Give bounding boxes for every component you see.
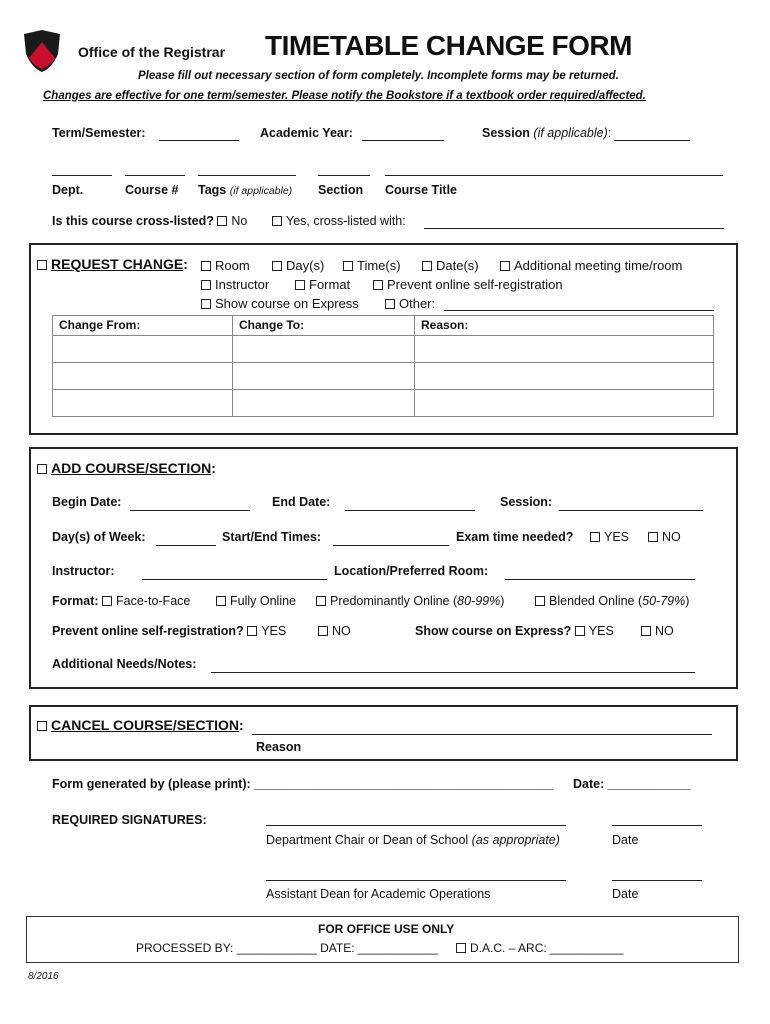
cancel-reason-field[interactable]: [252, 734, 712, 735]
express-no-checkbox[interactable]: [641, 626, 651, 636]
cancel-course-heading: CANCEL COURSE/SECTION:: [37, 717, 244, 733]
asst-dean-label: Assistant Dean for Academic Operations: [266, 887, 491, 901]
show-express-checkbox[interactable]: [201, 299, 211, 309]
prevent-no-checkbox[interactable]: [318, 626, 328, 636]
begin-date-label: Begin Date:: [52, 495, 122, 509]
begin-date-field[interactable]: [130, 510, 250, 511]
dac-arc: D.A.C. – ARC: ___________: [456, 941, 623, 955]
processed-by: PROCESSED BY: ____________ DATE: ____________: [136, 941, 438, 955]
change-from-cell[interactable]: [53, 363, 233, 390]
format-checkbox[interactable]: [295, 280, 305, 290]
request-options-row1: Room: [201, 258, 250, 273]
format-option: Format: [295, 277, 350, 292]
additional-meeting-checkbox[interactable]: [500, 261, 510, 271]
reason-header: Reason:: [415, 316, 714, 336]
location-field[interactable]: [505, 579, 695, 580]
start-end-times-label: Start/End Times:: [222, 530, 322, 544]
cross-listed-no-checkbox[interactable]: [217, 216, 227, 226]
dates-option: Date(s): [422, 258, 479, 273]
add-course-heading: ADD COURSE/SECTION:: [37, 460, 216, 476]
add-course-checkbox[interactable]: [37, 464, 47, 474]
cross-listed-field[interactable]: [424, 228, 724, 229]
change-table: [52, 315, 714, 417]
reason-cell[interactable]: [415, 390, 714, 417]
days-of-week-label: Day(s) of Week:: [52, 530, 146, 544]
change-from-header: Change From:: [53, 316, 233, 336]
term-field[interactable]: [159, 140, 239, 141]
predominantly-online-option: Predominantly Online (80-99%): [316, 594, 504, 608]
dac-arc-checkbox[interactable]: [456, 943, 466, 953]
exam-yes-checkbox[interactable]: [590, 532, 600, 542]
add-session-label: Session:: [500, 495, 553, 509]
days-option: Day(s): [272, 258, 324, 273]
other-field[interactable]: [444, 310, 714, 311]
blended-online-checkbox[interactable]: [535, 596, 545, 606]
add-session-field[interactable]: [559, 510, 703, 511]
change-to-cell[interactable]: [233, 390, 415, 417]
table-row: [53, 363, 714, 390]
asst-dean-date-label: Date: [612, 887, 639, 901]
other-checkbox[interactable]: [385, 299, 395, 309]
prevent-yes-checkbox[interactable]: [247, 626, 257, 636]
predominantly-online-checkbox[interactable]: [316, 596, 326, 606]
cross-listed-yes: Yes, cross-listed with:: [272, 214, 406, 228]
change-from-cell[interactable]: [53, 336, 233, 363]
prevent-online-option: Prevent online self-registration: [373, 277, 563, 292]
course-num-label: Course #: [125, 183, 179, 197]
form-generated-label: Form generated by (please print): ___________________________________________: [52, 777, 554, 791]
change-to-cell[interactable]: [233, 363, 415, 390]
cancel-course-section: [29, 705, 738, 761]
location-label: Location/Preferred Room:: [334, 564, 489, 578]
exam-time-label: Exam time needed?: [456, 530, 574, 544]
cross-listed-row: Is this course cross-listed? No: [52, 214, 248, 228]
express-yes-checkbox[interactable]: [575, 626, 585, 636]
academic-year-field[interactable]: [362, 140, 444, 141]
times-option: Time(s): [343, 258, 401, 273]
request-change-checkbox[interactable]: [37, 260, 47, 270]
section-label: Section: [318, 183, 364, 197]
change-to-cell[interactable]: [233, 336, 415, 363]
reason-cell[interactable]: [415, 336, 714, 363]
show-express-row: Show course on Express? YES: [415, 624, 614, 638]
prevent-online-row: Prevent online self-registration? YES: [52, 624, 287, 638]
end-date-field[interactable]: [345, 510, 475, 511]
blended-online-option: Blended Online (50-79%): [535, 594, 689, 608]
course-title-label: Course Title: [385, 183, 458, 197]
additional-needs-label: Additional Needs/Notes:: [52, 657, 197, 671]
notice: Changes are effective for one term/semester. Please notify the Bookstore if a textbook order required/affected.: [43, 90, 646, 102]
dept-field[interactable]: [52, 175, 112, 176]
dept-chair-label: Department Chair or Dean of School (as appropriate): [266, 833, 560, 847]
instructions: Please fill out necessary section of form completely. Incomplete forms may be returned.: [138, 70, 619, 82]
academic-year-label: Academic Year:: [260, 126, 353, 140]
other-option: Other:: [385, 296, 435, 311]
asst-dean-date-field[interactable]: [612, 880, 702, 881]
required-signatures-label: REQUIRED SIGNATURES:: [52, 813, 207, 827]
instructor-option: Instructor: [201, 277, 269, 292]
room-checkbox[interactable]: [201, 261, 211, 271]
section-field[interactable]: [318, 175, 370, 176]
term-label: Term/Semester:: [52, 126, 146, 140]
registrar-shield-logo: [22, 28, 62, 74]
dept-chair-date-label: Date: [612, 833, 639, 847]
request-change-heading: REQUEST CHANGE:: [37, 256, 188, 272]
tags-field[interactable]: [198, 175, 296, 176]
asst-dean-signature-field[interactable]: [266, 880, 566, 881]
session-label: Session (if applicable):: [482, 126, 612, 140]
dates-checkbox[interactable]: [422, 261, 432, 271]
cancel-reason-label: Reason: [256, 740, 302, 754]
dept-chair-signature-field[interactable]: [266, 825, 566, 826]
office-use-title: FOR OFFICE USE ONLY: [318, 922, 455, 936]
format-row: Format: Face-to-Face: [52, 594, 191, 608]
end-date-label: End Date:: [272, 495, 331, 509]
form-version: 8/2016: [28, 971, 59, 982]
office-name: Office of the Registrar: [78, 44, 226, 60]
dept-chair-date-field[interactable]: [612, 825, 702, 826]
start-end-times-field[interactable]: [333, 545, 449, 546]
exam-no-checkbox[interactable]: [648, 532, 658, 542]
exam-no-option: NO: [648, 530, 681, 544]
prevent-online-checkbox[interactable]: [373, 280, 383, 290]
fully-online-option: Fully Online: [216, 594, 296, 608]
change-from-cell[interactable]: [53, 390, 233, 417]
additional-meeting-option: Additional meeting time/room: [500, 258, 682, 273]
exam-yes-option: YES: [590, 530, 629, 544]
session-field[interactable]: [614, 140, 690, 141]
course-title-field[interactable]: [385, 175, 723, 176]
express-no-option: NO: [641, 624, 674, 638]
form-date-label: Date: ____________: [573, 777, 692, 791]
reason-cell[interactable]: [415, 363, 714, 390]
additional-needs-field[interactable]: [211, 672, 695, 673]
times-checkbox[interactable]: [343, 261, 353, 271]
instructor-field[interactable]: [142, 579, 327, 580]
table-row: [53, 336, 714, 363]
days-checkbox[interactable]: [272, 261, 282, 271]
instructor-label: Instructor:: [52, 564, 115, 578]
table-row: [53, 390, 714, 417]
change-to-header: Change To:: [233, 316, 415, 336]
days-of-week-field[interactable]: [156, 545, 216, 546]
prevent-no-option: NO: [318, 624, 351, 638]
instructor-checkbox[interactable]: [201, 280, 211, 290]
fully-online-checkbox[interactable]: [216, 596, 226, 606]
dept-label: Dept.: [52, 183, 84, 197]
tags-label: Tags (if applicable): [198, 183, 293, 197]
face-to-face-checkbox[interactable]: [102, 596, 112, 606]
form-title: TIMETABLE CHANGE FORM: [265, 30, 632, 61]
course-num-field[interactable]: [125, 175, 185, 176]
cancel-course-checkbox[interactable]: [37, 721, 47, 731]
cross-listed-yes-checkbox[interactable]: [272, 216, 282, 226]
show-express-option: Show course on Express: [201, 296, 359, 311]
